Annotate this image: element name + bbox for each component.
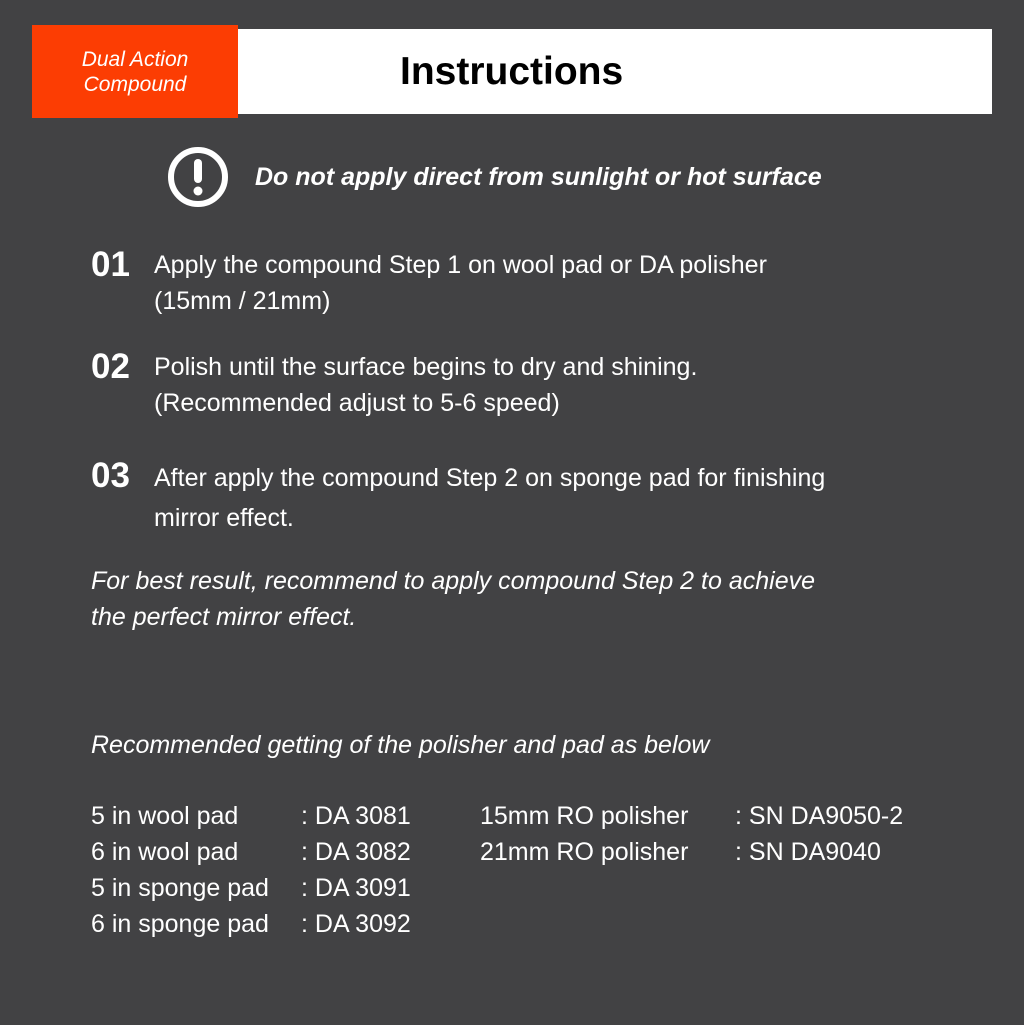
step-number: 02 [91, 347, 130, 386]
step-text-line-1: Apply the compound Step 1 on wool pad or DA polisher [154, 251, 767, 279]
polisher-label: 21mm RO polisher [480, 838, 689, 866]
step-text-line-2: (15mm / 21mm) [154, 287, 331, 315]
pad-code: : DA 3082 [301, 838, 411, 866]
pad-label: 6 in sponge pad [91, 910, 269, 938]
pad-code: : DA 3092 [301, 910, 411, 938]
pad-spec-row [91, 834, 411, 870]
best-result-note [91, 563, 815, 635]
pad-spec-row [91, 870, 411, 906]
step-text-line-2: mirror effect. [154, 504, 294, 532]
pad-label: 5 in sponge pad [91, 874, 269, 902]
brand-line-1: Dual Action [81, 47, 189, 71]
exclamation-circle-icon [167, 146, 229, 208]
step-text [154, 349, 954, 421]
pad-label: 5 in wool pad [91, 802, 239, 830]
polisher-spec-row [480, 834, 881, 870]
step-number: 01 [91, 245, 130, 284]
pad-code: : DA 3081 [301, 802, 411, 830]
step-text-line-2: (Recommended adjust to 5-6 speed) [154, 389, 560, 417]
polisher-label: 15mm RO polisher [480, 802, 689, 830]
step-text-line-1: Polish until the surface begins to dry and shining. [154, 353, 698, 381]
polisher-code: : SN DA9050-2 [735, 802, 904, 830]
page-title: Instructions [400, 50, 624, 93]
step-text-line-1: After apply the compound Step 2 on sponge pad for finishing [154, 464, 826, 492]
brand-label [32, 25, 238, 118]
polisher-code: : SN DA9040 [735, 838, 881, 866]
pad-label: 6 in wool pad [91, 838, 239, 866]
warning-text: Do not apply direct from sunlight or hot surface [255, 162, 822, 191]
step-number: 03 [91, 456, 130, 495]
brand-line-2: Compound [83, 72, 187, 96]
pad-spec-row [91, 798, 411, 834]
step-text [154, 458, 954, 538]
pad-spec-row [91, 906, 411, 942]
step-text [154, 247, 954, 319]
polisher-spec-row [480, 798, 903, 834]
note-line-1: For best result, recommend to apply compound Step 2 to achieve [91, 567, 815, 595]
warning-notice [167, 146, 822, 208]
note-line-2: the perfect mirror effect. [91, 603, 357, 631]
pad-code: : DA 3091 [301, 874, 411, 902]
recommendation-heading: Recommended getting of the polisher and pad as below [91, 731, 710, 759]
